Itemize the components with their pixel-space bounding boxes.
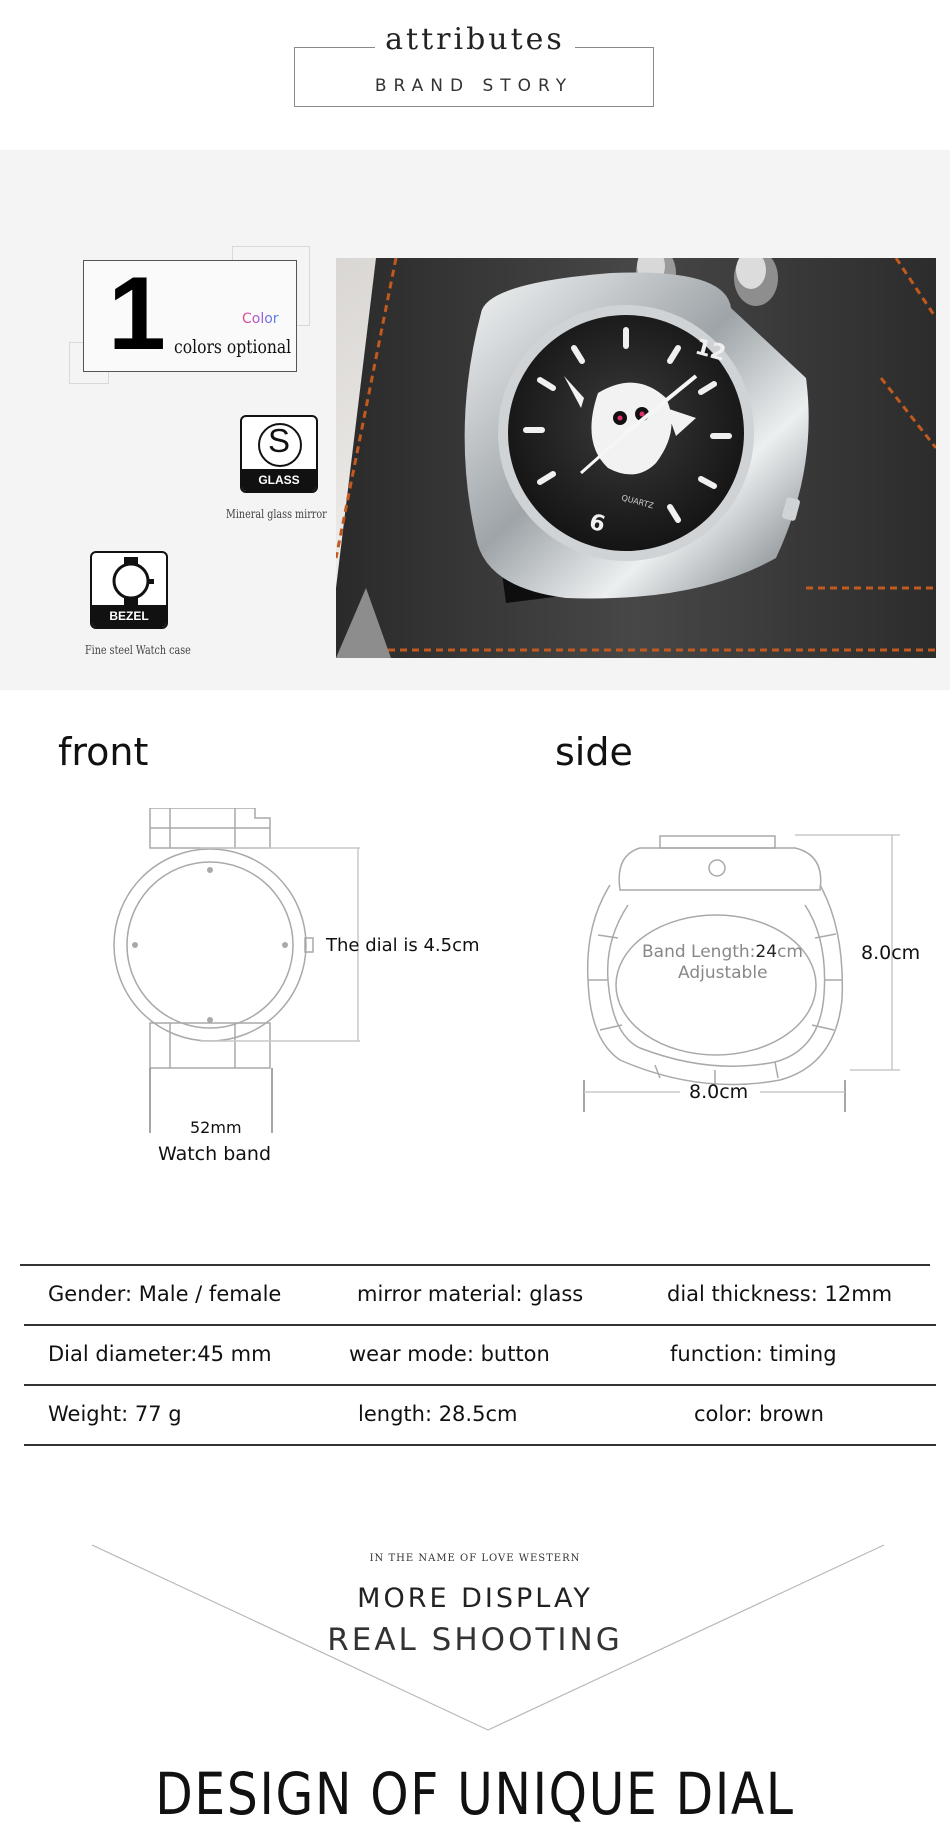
glass-letter: S xyxy=(267,422,290,459)
spec-divider xyxy=(24,1444,936,1446)
glass-label: GLASS xyxy=(242,469,316,491)
bezel-icon xyxy=(106,555,156,607)
real-shooting-title: REAL SHOOTING xyxy=(327,1622,623,1658)
spec-color: color: brown xyxy=(694,1402,824,1426)
colors-optional-label: colors optional xyxy=(174,336,292,358)
spec-divider xyxy=(20,1264,930,1266)
design-title: DESIGN OF UNIQUE DIAL xyxy=(155,1760,795,1828)
band-length-prefix: Band Length: xyxy=(642,942,756,962)
adjustable-label: Adjustable xyxy=(678,963,768,983)
header-title-text: attributes xyxy=(375,22,575,57)
band-length-value: 24 xyxy=(755,942,778,962)
band-label: Watch band xyxy=(158,1143,271,1165)
width-label: 8.0cm xyxy=(689,1081,749,1103)
dial-number-6: 6 xyxy=(586,509,608,538)
spec-gender: Gender: Male / female xyxy=(48,1282,282,1306)
spec-function: function: timing xyxy=(670,1342,837,1366)
spec-divider xyxy=(24,1384,936,1386)
color-word: Color xyxy=(242,311,279,327)
dial-number-12: 12 xyxy=(692,334,729,367)
glass-badge xyxy=(240,415,318,493)
band-length-unit: cm xyxy=(777,942,803,962)
spec-wear-mode: wear mode: button xyxy=(349,1342,550,1366)
bezel-caption: Fine steel Watch case xyxy=(85,643,191,657)
height-label: 8.0cm xyxy=(861,942,921,964)
header-subtitle: BRAND STORY xyxy=(374,76,574,96)
band-width-label: 52mm xyxy=(190,1118,242,1137)
spec-divider xyxy=(24,1324,936,1326)
band-length-label xyxy=(642,942,803,962)
spec-dial-thickness: dial thickness: 12mm xyxy=(667,1282,893,1306)
bezel-badge xyxy=(90,551,168,629)
color-count: 1 xyxy=(108,256,166,372)
front-view-drawing xyxy=(100,808,380,1138)
spec-length: length: 28.5cm xyxy=(358,1402,518,1426)
tagline: IN THE NAME OF LOVE WESTERN xyxy=(369,1553,581,1564)
watch-photo-illustration xyxy=(336,258,936,658)
side-label: side xyxy=(555,730,633,774)
header-title xyxy=(0,22,950,57)
more-display-title: MORE DISPLAY xyxy=(357,1583,593,1614)
bezel-label: BEZEL xyxy=(92,605,166,627)
glass-caption: Mineral glass mirror xyxy=(226,507,327,521)
front-label: front xyxy=(58,730,149,774)
product-photo xyxy=(336,258,936,658)
dial-brand: QUARTZ xyxy=(620,493,655,511)
spec-weight: Weight: 77 g xyxy=(48,1402,182,1426)
dial-size-label: The dial is 4.5cm xyxy=(326,935,480,956)
spec-dial-diameter: Dial diameter:45 mm xyxy=(48,1342,272,1366)
spec-mirror-material: mirror material: glass xyxy=(357,1282,584,1306)
